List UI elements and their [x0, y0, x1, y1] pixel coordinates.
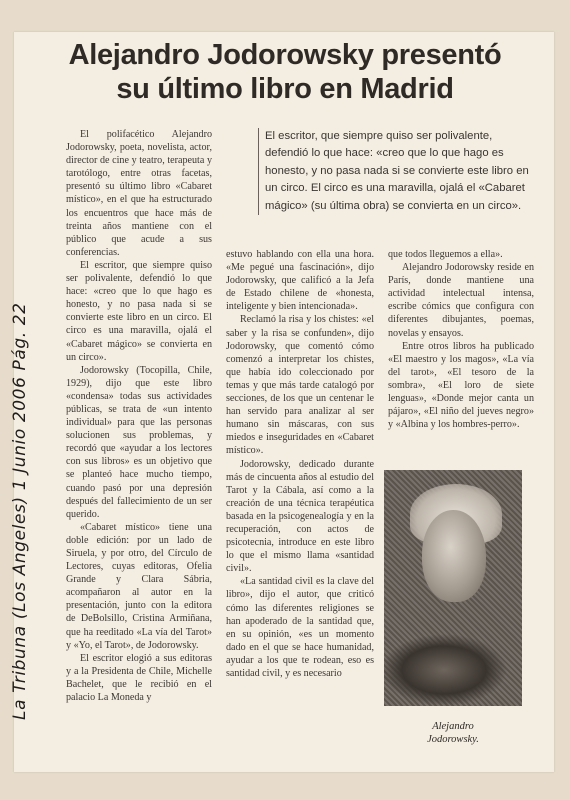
headline-line-1: Alejandro Jodorowsky presentó — [68, 39, 502, 71]
column-paragraph: El polifacético Alejandro Jodorowsky, poeta, novelista, actor, director de cine y teatro, terapeuta y tarotólogo, entre otras facetas, presentó su último libro «Cabaret místico», en el que ha estructurado los encuentros que hace más de treinta años mantiene con el público que acude a sus conferencias. — [66, 129, 212, 258]
author-photo — [384, 470, 522, 706]
photo-face — [422, 510, 486, 602]
column-paragraph: El escritor elogió a sus editoras y a la Presidenta de Chile, Michelle Bachelet, que le recibió en el palacio La Moneda y — [66, 652, 212, 704]
caption-line-1: Alejandro — [432, 721, 474, 732]
article-headline — [0, 38, 570, 106]
column-paragraph: Reclamó la risa y los chistes: «el saber y la risa se confunden», dijo Jodorowsky, que comentó cómo comenzó a interpretar los chistes, que había ido coleccionado por temas y que más tarde catalogó por secciones, de los que un centenar le han servido para analizar al ser humano sin máscaras, con sus miedos e inseguridades en «Cabaret místico». — [226, 314, 374, 457]
column-paragraph: que todos lleguemos a ella». — [388, 249, 503, 260]
column-paragraph: «Cabaret místico» tiene una doble edición: por un lado de Siruela, y por otro, del Círculo de Lectores, cuyas editoras, Ofelia Grande y Clara Sábria, acompañaron al autor en la presentación, junto con la editora de DeBolsillo, Cristina Armiñana, que ha reeditado «La vía del Tarot» y «Yo, el Tarot», de Jodorowsky. — [66, 521, 212, 651]
caption-line-2: Jodorowsky. — [427, 734, 479, 745]
column-paragraph: Alejandro Jodorowsky reside en París, donde mantiene una actividad intelectual intensa, escribe cómics que configura con diferentes dibujantes, poemas, novelas y ensayos. — [388, 262, 534, 339]
lead-paragraph: El escritor, que siempre quiso ser polivalente, defendió lo que hace: «creo que lo que hago es honesto, y no pasa nada si se convierte este libro en un circo. El circo es una maravilla, ojalá el «Cabaret mágico» (su última obra) se convierta en un circo». — [258, 128, 530, 215]
column-paragraph: estuvo hablando con ella una hora. «Me pegué una fascinación», dijo Jodorowsky, que calificó a la Jefa de Estado chilene de «honesta, inteligente y bien intencionada». — [226, 249, 374, 313]
handwritten-source-note — [6, 110, 34, 720]
article-column-2 — [226, 248, 374, 680]
handwritten-note-text: La Tribuna (Los Angeles) 1 Junio 2006 Pág. 22 — [10, 302, 30, 720]
article-column-1 — [66, 128, 212, 704]
photo-caption — [388, 720, 518, 746]
column-paragraph: Jodorowsky, dedicado durante más de cincuenta años al estudio del Tarot y la Cábala, así como a la creación de una técnica terapéutica basada en la psicogenealogía y en la recuperación, con actos de psicotecnia, introduce en este libro lo que el mismo llama «santidad civil». — [226, 458, 374, 575]
column-paragraph: «La santidad civil es la clave del libro», dijo el autor, que criticó cómo las diferentes religiones se han apoderado de la santidad que, en su opinión, «es un momento dado en el que se hace humanidad, ayudar a los que te rodean, eso es santidad civil, y es necesario — [226, 576, 374, 679]
column-paragraph: Entre otros libros ha publicado «El maestro y los magos», «La vía del tarot», «El tesoro de la sombra», «El loro de siete lenguas», «Donde mejor canta un pájaro», «El niño del jueves negro» y «Albina y los hombres-perro». — [388, 340, 534, 431]
column-paragraph: Jodorowsky (Tocopilla, Chile, 1929), dijo que este libro «condensa» todas sus actividades públicas, se trata de «un intento individual» para que las personas solucionen sus problemas, y recordó que «ayudar a los lectores con sus libros» es un objetivo que se planteó hace mucho tiempo, cuando pasó por una depresión después del fallecimiento de un ser querido. — [66, 364, 212, 520]
headline-line-2: su último libro en Madrid — [116, 73, 454, 105]
article-column-3 — [388, 248, 534, 431]
column-paragraph: El escritor, que siempre quiso ser polivalente, defendió lo que hace: «creo que lo que hago es honesto, y no pasa nada si se convierte este libro en un circo. El circo es una maravilla, ojalá el «Cabaret mágico» se convierta en un circo». — [66, 259, 212, 363]
